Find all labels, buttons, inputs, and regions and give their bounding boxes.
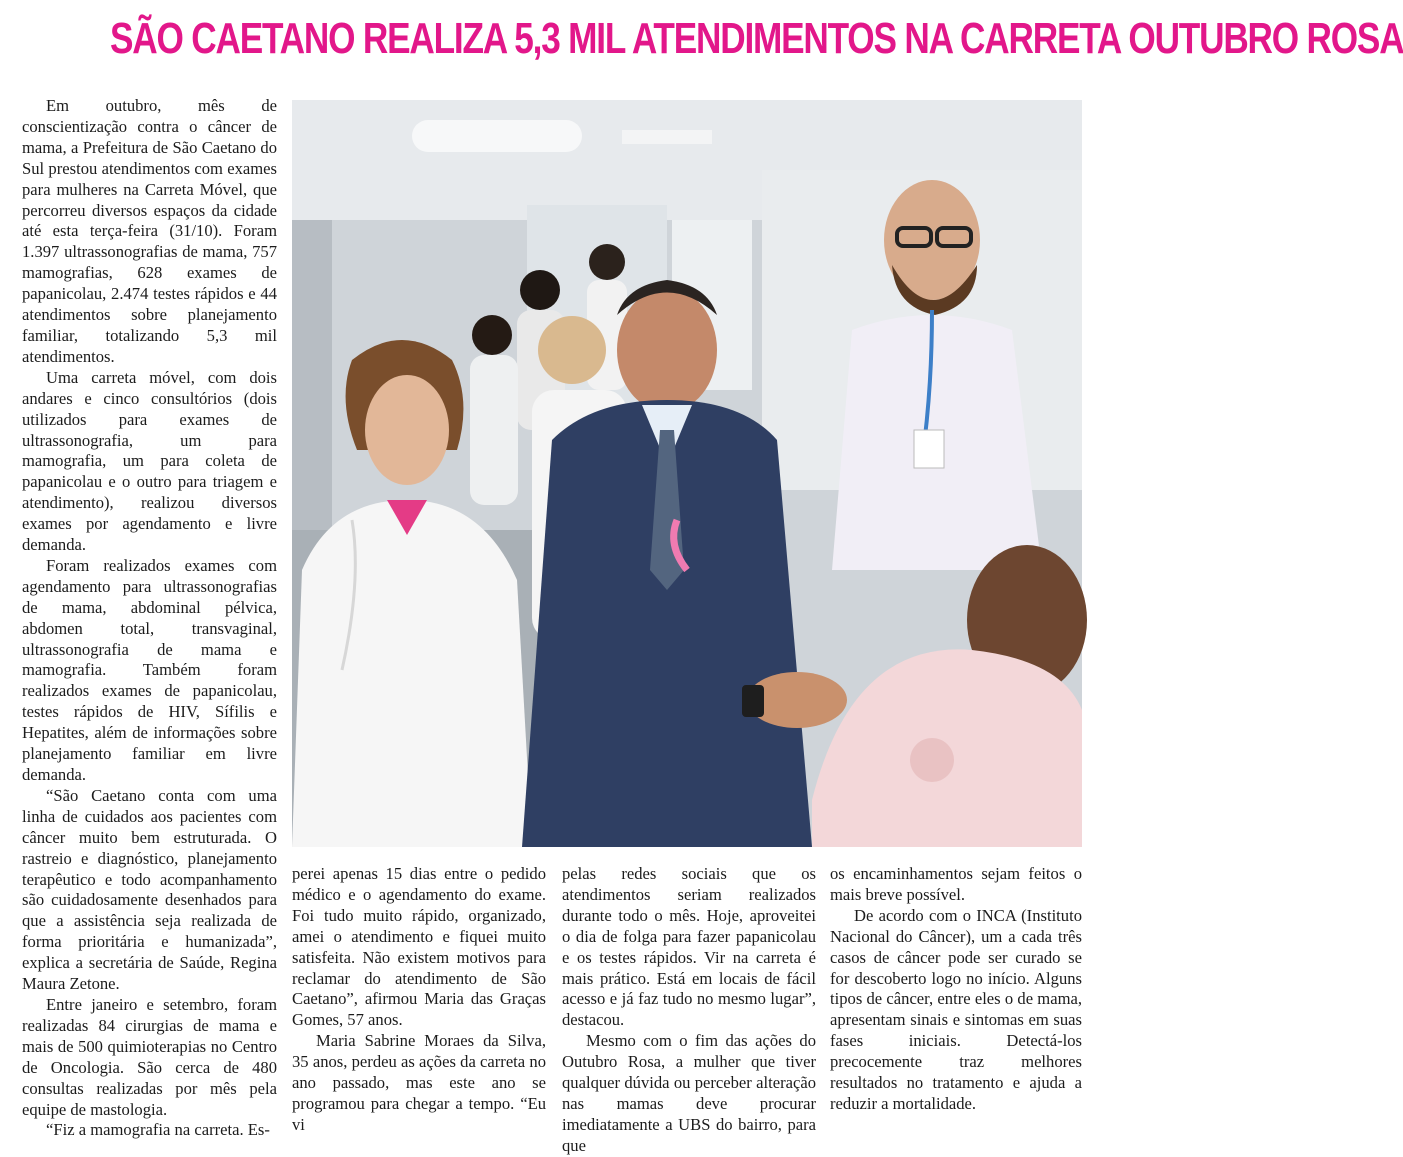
article-photo (292, 100, 1082, 847)
paragraph: os encaminhamentos sejam feitos o mais breve possível. (830, 864, 1082, 904)
article-column-2 (292, 864, 546, 1136)
article-column-4 (830, 864, 1082, 1115)
article-column-3 (562, 864, 816, 1157)
paragraph: Foram realizados exames com agendamento para ultrassonografias de mama, abdominal pélvica, abdomen total, transvaginal, ultrassonografia de mama e mamografia. Também foram realizados exames de papanicolau, testes rápidos de HIV, Sífilis e Hepatites, além de informações sobre planejamento familiar em livre demanda. (22, 555, 277, 784)
paragraph: Uma carreta móvel, com dois andares e cinco consultórios (dois utilizados para exames de ultrassonografia, um para mamografia, um para coleta de papanicolau e o outro para triagem e atendimento), realizou diversos exames por agendamento e livre demanda. (22, 367, 277, 555)
paragraph: “Fiz a mamografia na carreta. Es- (46, 1120, 270, 1140)
paragraph: Entre janeiro e setembro, foram realizadas 84 cirurgias de mama e mais de 500 quimioterapias no Centro de Oncologia. São cerca de 480 consultas realizadas por mês pela equipe de mastologia. (22, 994, 277, 1119)
paragraph: Mesmo com o fim das ações do Outubro Rosa, a mulher que tiver qualquer dúvida ou perceber alteração nas mamas deve procurar imediatamente a UBS do bairro, para que (562, 1031, 816, 1155)
photo-illustration (292, 100, 1082, 847)
paragraph: De acordo com o INCA (Instituto Nacional do Câncer), um a cada três casos de câncer pode ser curado se for descoberto logo no início. Alguns tipos de câncer, entre eles o de mama, apresentam sinais e sintomas em suas fases iniciais. Detectá-los precocemente traz melhores resultados no tratamento e ajuda a reduzir a mortalidade. (830, 905, 1082, 1113)
headline: SÃO CAETANO REALIZA 5,3 MIL ATENDIMENTOS NA CARRETA OUTUBRO ROSA (110, 14, 1403, 63)
paragraph: Em outubro, mês de conscientização contra o câncer de mama, a Prefeitura de São Caetano do Sul prestou atendimentos com exames para mulheres na Carreta Móvel, que percorreu diversos espaços da cidade até esta terça-feira (31/10). Foram 1.397 ultrassonografias de mama, 757 mamografias, 628 exames de papanicolau, 2.474 testes rápidos e 44 atendimentos sobre planejamento familiar, totalizando 5,3 mil atendimentos. (22, 96, 277, 366)
paragraph: Maria Sabrine Moraes da Silva, 35 anos, perdeu as ações da carreta no ano passado, mas este ano se programou para chegar a tempo. “Eu vi (292, 1031, 546, 1134)
article-column-1 (22, 96, 277, 1141)
paragraph: “São Caetano conta com uma linha de cuidados aos pacientes com câncer muito bem estruturada. O rastreio e diagnóstico, planejamento terapêutico e todo acompanhamento são cuidadosamente desenhados para que a assistência seja realizada de forma prioritária e humanizada”, explica a secretária de Saúde, Regina Maura Zetone. (22, 785, 277, 994)
paragraph: pelas redes sociais que os atendimentos seriam realizados durante todo o mês. Hoje, aproveitei o dia de folga para fazer papanicolau e os testes rápidos. Vir na carreta é mais prático. Está em locais de fácil acesso e já faz tudo no mesmo lugar”, destacou. (562, 864, 816, 1030)
paragraph: perei apenas 15 dias entre o pedido médico e o agendamento do exame. Foi tudo muito rápido, organizado, amei o atendimento e fiquei muito satisfeita. Não existem motivos para reclamar do atendimento de São Caetano”, afirmou Maria das Graças Gomes, 57 anos. (292, 864, 546, 1030)
